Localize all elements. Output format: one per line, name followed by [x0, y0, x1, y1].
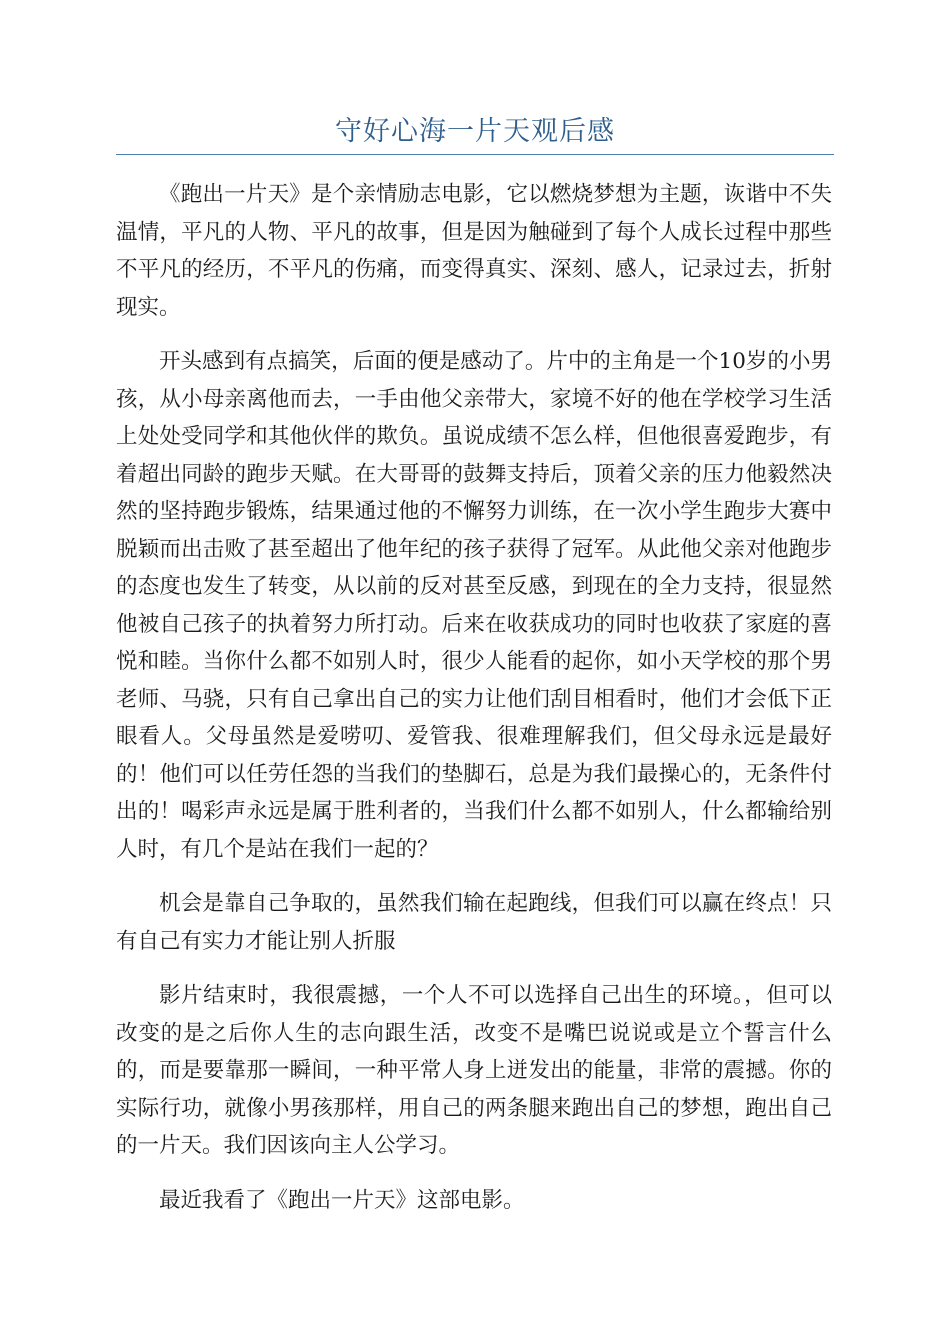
paragraph-3: 机会是靠自己争取的，虽然我们输在起跑线，但我们可以赢在终点！只有自己有实力才能让别人折服	[116, 891, 832, 954]
paragraph-5: 最近我看了《跑出一片天》这部电影。	[159, 1187, 525, 1213]
document-body	[116, 176, 832, 1236]
paragraph-2: 开头感到有点搞笑，后面的便是感动了。片中的主角是一个10岁的小男孩，从小母亲离他而去，一手由他父亲带大，家境不好的他在学校学习生活上处处受同学和其他伙伴的欺负。虽说成绩不怎么样，但他很喜爱跑步，有着超出同龄的跑步天赋。在大哥哥的鼓舞支持后，顶着父亲的压力他毅然决然的坚持跑步锻炼，结果通过他的不懈努力训练，在一次小学生跑步大赛中脱颖而出击败了甚至超出了他年纪的孩子获得了冠军。从此他父亲对他跑步的态度也发生了转变，从以前的反对甚至反感，到现在的全力支持，很显然他被自己孩子的执着努力所打动。后来在收获成功的同时也收获了家庭的喜悦和睦。当你什么都不如别人时，很少人能看的起你，如小天学校的那个男老师、马骁，只有自己拿出自己的实力让他们刮目相看时，他们才会低下正眼看人。父母虽然是爱唠叨、爱管我、很难理解我们，但父母永远是最好的！他们可以任劳任怨的当我们的垫脚石，总是为我们最操心的，无条件付出的！喝彩声永远是属于胜利者的，当我们什么都不如别人，什么都输给别人时，有几个是站在我们一起的？	[116, 349, 832, 862]
paragraph-1: 《跑出一片天》是个亲情励志电影，它以燃烧梦想为主题，诙谐中不失温情，平凡的人物、平凡的故事，但是因为触碰到了每个人成长过程中那些不平凡的经历，不平凡的伤痛，而变得真实、深刻、感人，记录过去，折射现实。	[116, 182, 832, 320]
title-underline	[116, 154, 834, 155]
document-title: 守好心海一片天观后感	[335, 116, 615, 147]
paragraph-4: 影片结束时，我很震撼，一个人不可以选择自己出生的环境。，但可以改变的是之后你人生的志向跟生活，改变不是嘴巴说说或是立个誓言什么的，而是要靠那一瞬间，一种平常人身上迸发出的能量，非常的震撼。你的实际行功，就像小男孩那样，用自己的两条腿来跑出自己的梦想，跑出自己的一片天。我们因该向主人公学习。	[116, 983, 832, 1158]
